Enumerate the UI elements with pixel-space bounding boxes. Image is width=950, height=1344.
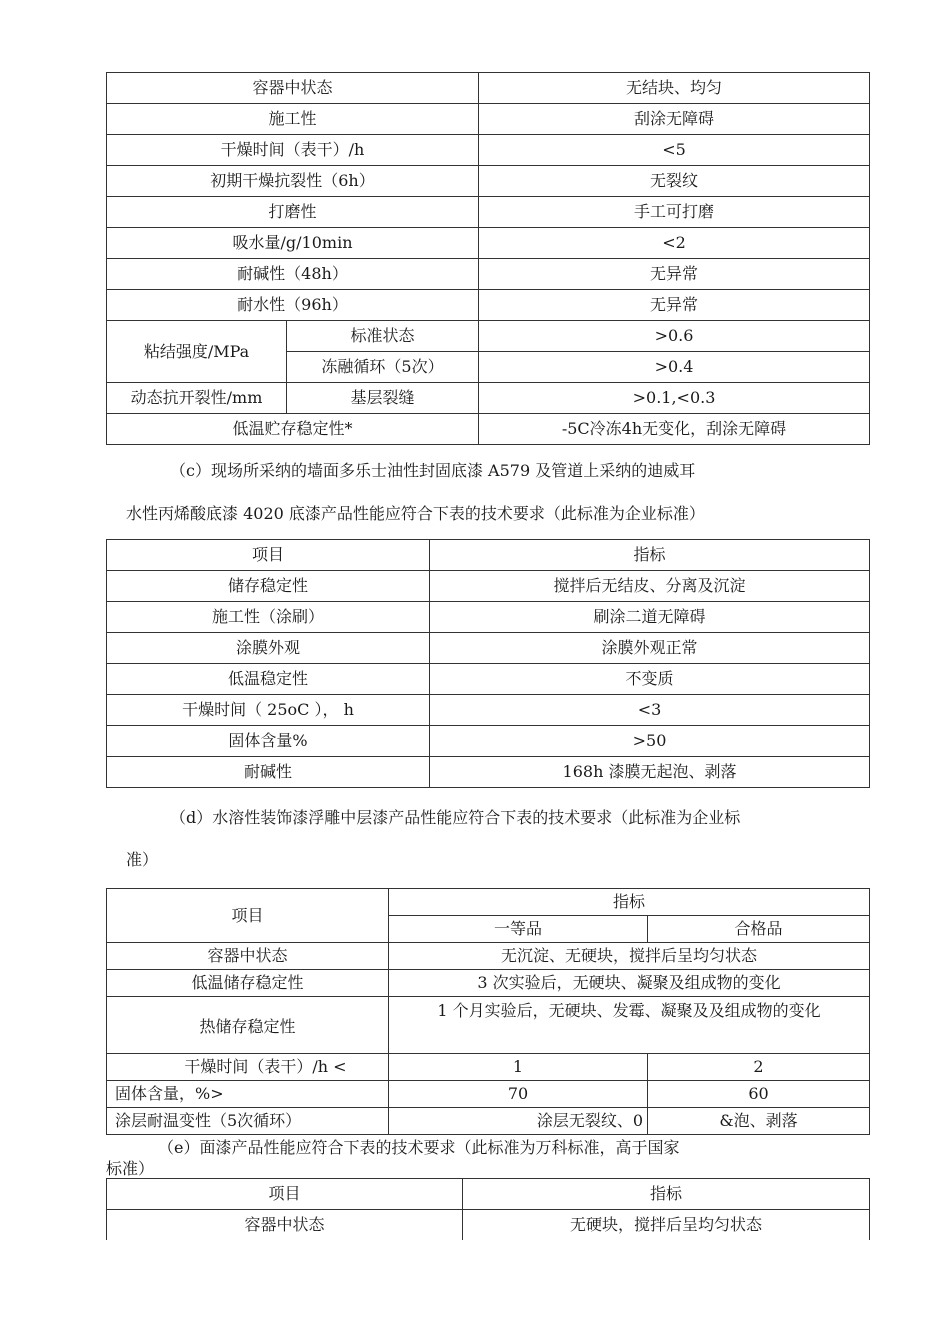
paragraph-e-line1: （e）面漆产品性能应符合下表的技术要求（此标准为万科标准，高于国家 — [158, 1138, 680, 1157]
table-row: 打磨性 手工可打磨 — [107, 197, 870, 228]
table-row: 低温贮存稳定性* -5C冷冻4h无变化，刮涂无障碍 — [107, 414, 870, 445]
table-header-row: 项目 指标 — [107, 1179, 870, 1210]
table-row: 储存稳定性 搅拌后无结皮、分离及沉淀 — [107, 571, 870, 602]
table-row: 容器中状态 无硬块，搅拌后呈均匀状态 — [107, 1210, 870, 1241]
table-row: 动态抗开裂性/mm 基层裂缝 >0.1,<0.3 — [107, 383, 870, 414]
table-primer-properties — [106, 539, 870, 788]
table-row: 初期干燥抗裂性（6h） 无裂纹 — [107, 166, 870, 197]
table-row: 耐碱性（48h） 无异常 — [107, 259, 870, 290]
table-topcoat-properties — [106, 1178, 870, 1240]
table-row: 施工性 刮涂无障碍 — [107, 104, 870, 135]
table-row: 耐水性（96h） 无异常 — [107, 290, 870, 321]
table-row: 干燥时间（ 25oC ）， h <3 — [107, 695, 870, 726]
table-row: 冻融循环（5次） >0.4 — [107, 352, 870, 383]
table-relief-coat-properties — [106, 888, 870, 1135]
table-row: 干燥时间（表干）/h <5 — [107, 135, 870, 166]
table-row: 吸水量/g/10min <2 — [107, 228, 870, 259]
paragraph-e-line2: 标准） — [106, 1159, 155, 1178]
paragraph-c-line1: （c）现场所采纳的墙面多乐士油性封固底漆 A579 及管道上采纳的迪威耳 — [170, 461, 696, 480]
table-header-row: 项目 指标 — [107, 540, 870, 571]
table-row: 低温储存稳定性 3 次实验后，无硬块、凝聚及组成物的变化 — [107, 970, 870, 997]
table-row: 干燥时间（表干）/h < 1 2 — [107, 1054, 870, 1081]
table-row: 热储存稳定性 1 个月实验后，无硬块、发霉、凝聚及及组成物的变化 — [107, 997, 870, 1054]
table-row: 涂层耐温变性（5次循环） 涂层无裂纹、0 &泡、剥落 — [107, 1108, 870, 1135]
table-row: 固体含量，%> 70 60 — [107, 1081, 870, 1108]
table-row: 容器中状态 无沉淀、无硬块，搅拌后呈均匀状态 — [107, 943, 870, 970]
table-row: 低温稳定性 不变质 — [107, 664, 870, 695]
paragraph-d-line1: （d）水溶性装饰漆浮雕中层漆产品性能应符合下表的技术要求（此标准为企业标 — [170, 808, 741, 827]
table-row: 粘结强度/MPa 标准状态 >0.6 — [107, 321, 870, 352]
table-row: 施工性（涂刷） 刷涂二道无障碍 — [107, 602, 870, 633]
table-row: 耐碱性 168h 漆膜无起泡、剥落 — [107, 757, 870, 788]
bond-strength-label: 粘结强度/MPa — [107, 321, 287, 383]
table-row: 固体含量% >50 — [107, 726, 870, 757]
paragraph-d-line2: 准） — [126, 850, 159, 869]
table-putty-properties — [106, 72, 870, 445]
table-header-row: 项目 指标 — [107, 889, 870, 916]
table-row: 涂膜外观 涂膜外观正常 — [107, 633, 870, 664]
paragraph-c-line2: 水性丙烯酸底漆 4020 底漆产品性能应符合下表的技术要求（此标准为企业标准） — [126, 504, 705, 523]
table-header-row: 一等品 合格品 — [107, 916, 870, 943]
table-row: 容器中状态 无结块、均匀 — [107, 73, 870, 104]
